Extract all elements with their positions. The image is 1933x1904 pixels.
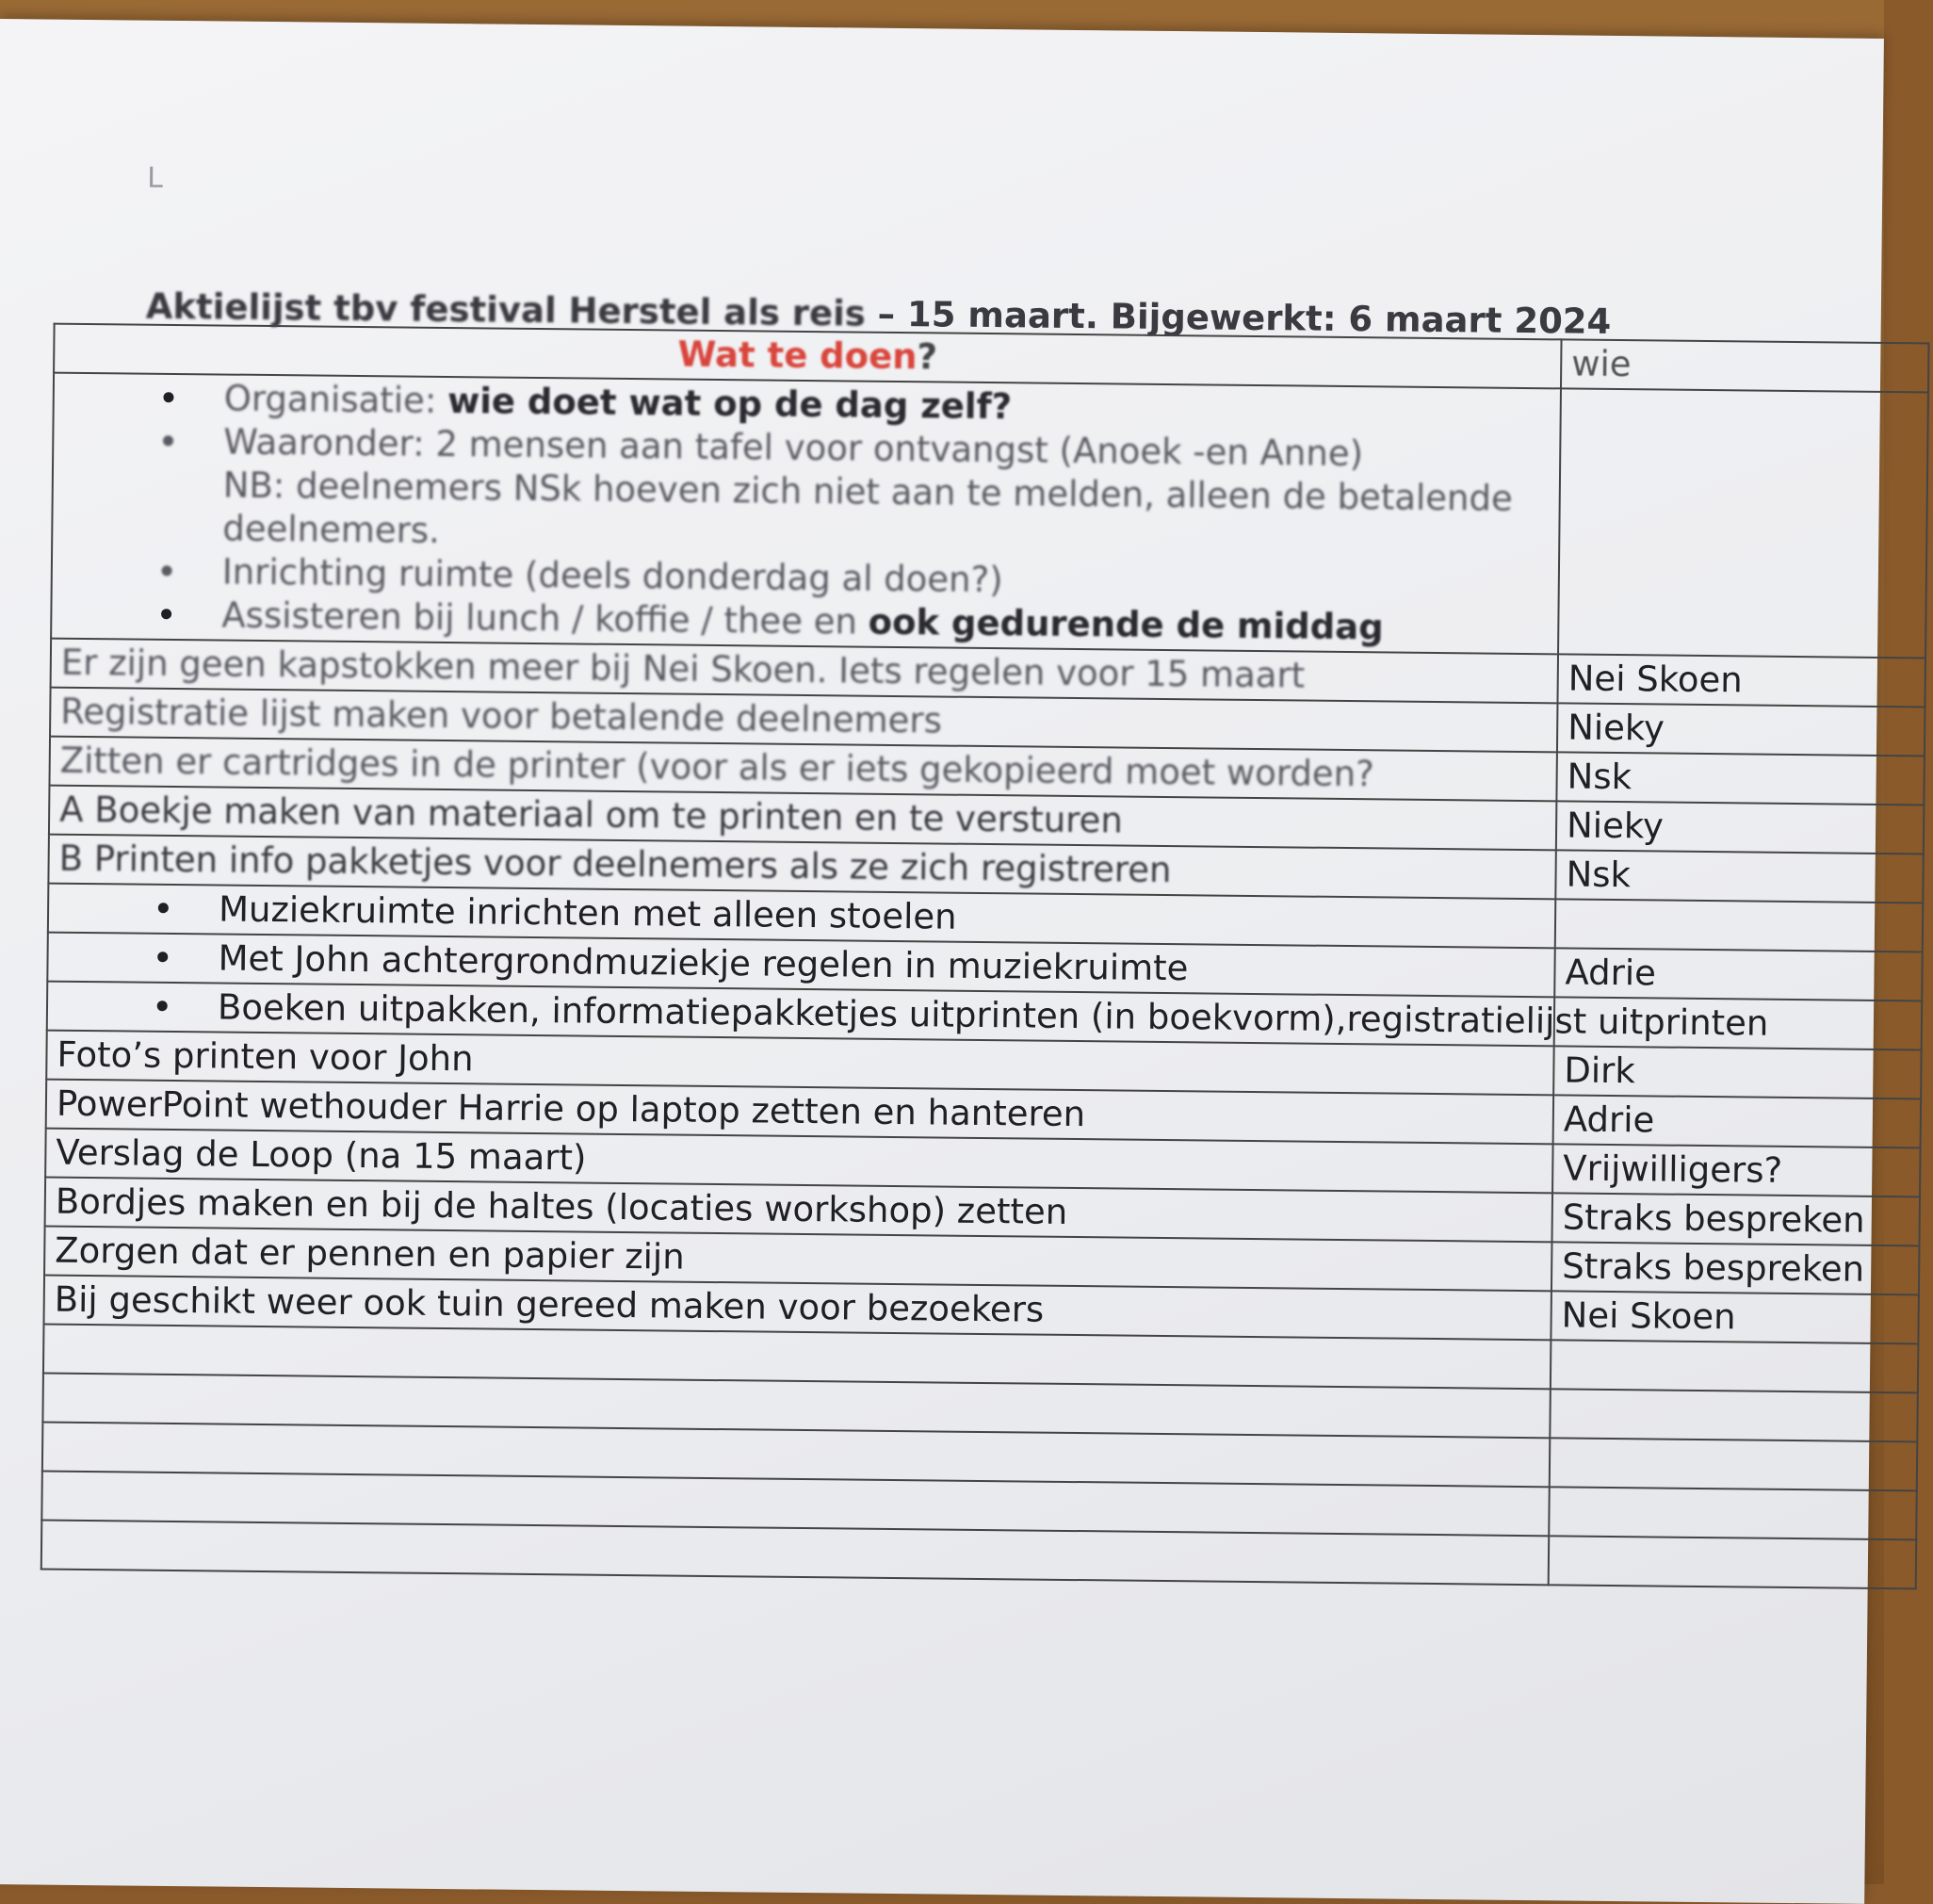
task-cell: Bij geschikt weer ook tuin gereed maken voor bezoekers [43,1276,1551,1341]
who-cell: Nei Skoen [1557,654,1925,707]
intro-b1-strong: wie doet wat op de dag zelf? [447,380,1013,428]
bullet-item: • Boeken uitpakken, informatiepakketjes uitprinten (in boekvorm),registratielijst uitprinten [57,985,1235,1040]
task-cell: Zorgen dat er pennen en papier zijn [44,1227,1551,1292]
who-cell: Straks bespreken [1551,1242,1920,1294]
task-cell: PowerPoint wethouder Harrie op laptop zetten en hanteren [46,1080,1553,1145]
intro-block-who-cell [1558,388,1928,658]
intro-block-row [51,373,1928,659]
header-task-label: Wat te doen [677,334,918,378]
empty-who-cell [1551,1340,1919,1392]
intro-bullet-list [63,376,1551,479]
header-task-suffix: ? [917,336,938,378]
who-cell: Adrie [1553,1095,1922,1147]
task-cell: Verslag de Loop (na 15 maart) [45,1129,1552,1194]
task-cell: A Boekje maken van materiaal om te printen en te versturen [49,786,1556,851]
intro-bullet-inrichting: • Inrichting ruimte (deels donderdag al doen?) [62,549,1549,609]
paper-sheet [0,19,1884,1904]
task-cell: Registratie lijst maken voor betalende deelnemers [50,688,1557,753]
who-cell: Vrijwilligers? [1552,1144,1921,1196]
intro-b1-prefix: Organisatie: [223,378,448,421]
who-cell: Dirk [1553,1046,1922,1098]
intro-bullet-list-2 [61,549,1549,652]
empty-who-cell [1550,1389,1918,1441]
task-cell: Zitten er cartridges in de printer (voor als er iets gekopieerd moet worden? [49,737,1556,802]
task-cell: Foto’s printen voor John [46,1031,1553,1096]
intro-b4-strong: ook gedurende de middag [868,601,1384,648]
intro-bullet-waaronder: • Waaronder: 2 mensen aan tafel voor ontvangst (Anoek -en Anne) [63,419,1550,479]
empty-who-cell [1550,1438,1918,1490]
document-title-part1: Aktielijst tbv festival Herstel als reis [145,285,867,334]
who-cell: Nei Skoen [1551,1291,1919,1343]
who-cell [1555,899,1924,952]
task-cell: Bordjes maken en bij de haltes (locaties workshop) zetten [45,1178,1552,1243]
who-cell: Nieky [1556,801,1925,854]
bullet-item: • Met John achtergrondmuziekje regelen in muziekruimte [57,936,1544,995]
action-list-table [41,323,1930,1590]
task-cell: Er zijn geen kapstokken meer bij Nei Skoen. Iets regelen voor 15 maart [51,639,1558,704]
who-cell: Nieky [1557,703,1925,756]
who-cell: Adrie [1554,948,1923,1001]
intro-b4-prefix: Assisteren bij lunch / koffie / thee en [221,594,869,643]
empty-who-cell [1549,1536,1917,1588]
who-cell: Nsk [1555,850,1924,903]
intro-note-nb: NB: deelnemers NSk hoeven zich niet aan te melden, alleen de betalende deelnemers. [222,464,1513,551]
pencil-mark: L [147,161,164,195]
bullet-item: • Muziekruimte inrichten met alleen stoelen [58,887,1545,946]
who-cell: Straks bespreken [1551,1193,1920,1245]
intro-block-cell [51,373,1561,655]
header-who-cell: wie [1561,339,1929,392]
empty-who-cell [1549,1487,1917,1539]
task-cell: B Printen info pakketjes voor deelnemers als ze zich registreren [48,835,1555,900]
who-cell: Nsk [1556,752,1925,805]
document-title-part2: – 15 maart. Bijgewerkt: 6 maart 2024 [865,293,1612,342]
